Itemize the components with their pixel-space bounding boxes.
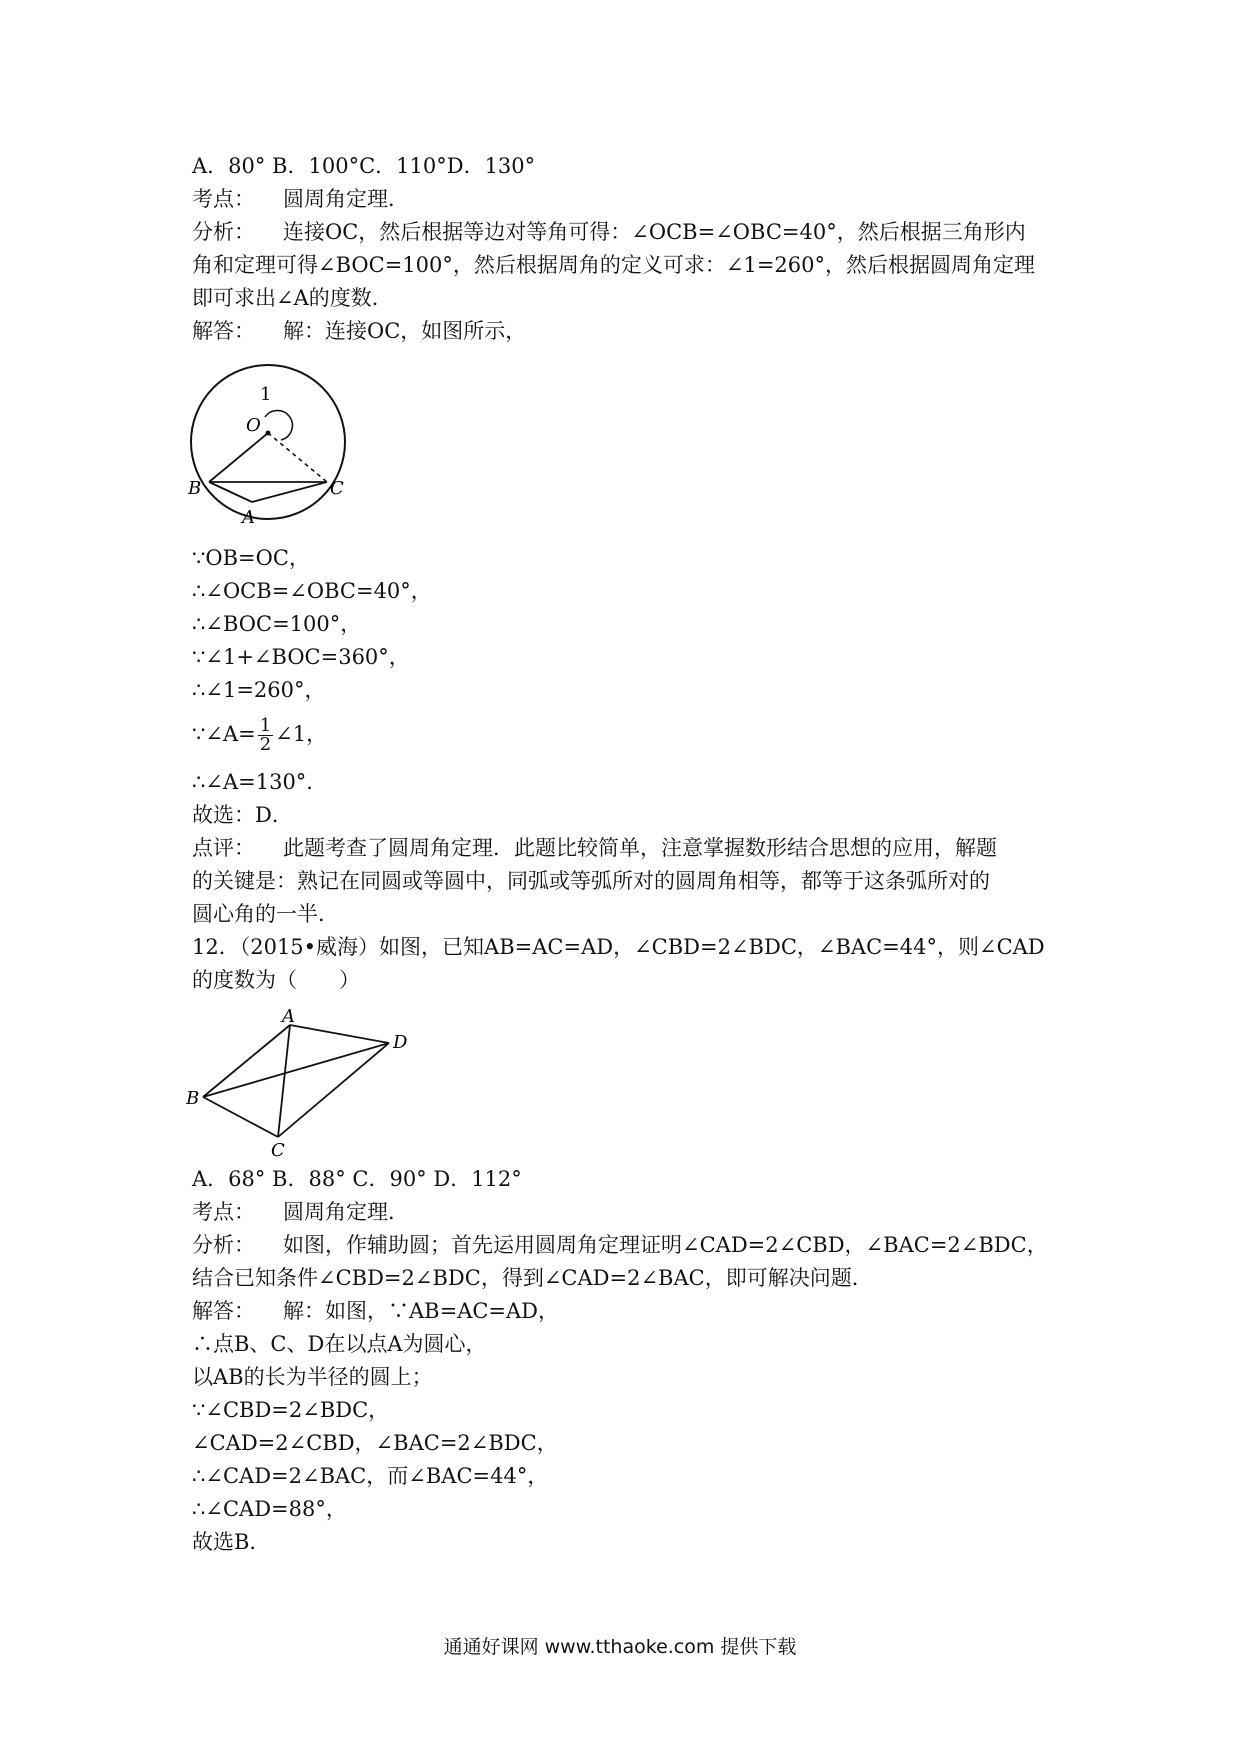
q12-kaodian-text: 圆周角定理． <box>283 1200 409 1224</box>
q12-quad-figure <box>186 1005 416 1160</box>
label-o: O <box>246 415 261 436</box>
segment-cd <box>278 1043 389 1137</box>
segment-ad <box>290 1025 389 1043</box>
q12-kaodian-label: 考点： <box>192 1200 255 1224</box>
q12-jieda-text: 解：如图，∵AB=AC=AD， <box>283 1299 560 1323</box>
q11-circle-svg <box>186 360 356 530</box>
q12-step-1: ∴点B、C、D在以点A为圆心， <box>192 1332 487 1356</box>
segment-ac <box>252 482 327 502</box>
q11-fenxi-line3: 即可求出∠A的度数． <box>192 286 393 310</box>
q11-kaodian-label: 考点： <box>192 187 255 211</box>
q12-quad-svg <box>186 1005 416 1160</box>
fraction-numerator: 1 <box>259 715 272 736</box>
q11-fenxi-line2: 角和定理可得∠BOC=100°，然后根据周角的定义可求：∠1=260°，然后根据圆周角定理 <box>192 253 1036 277</box>
q11-fenxi-line1: 连接OC，然后根据等边对等角可得：∠OCB=∠OBC=40°，然后根据三角形内 <box>283 220 1026 244</box>
q12-step-2: 以AB的长为半径的圆上； <box>192 1365 433 1389</box>
q12-stem-line1: 12．（2015•威海）如图，已知AB=AC=AD，∠CBD=2∠BDC，∠BAC=44°，则∠CAD <box>192 935 1045 959</box>
frac-prefix: ∵∠A= <box>192 722 256 746</box>
q12-step-6: ∴∠CAD=88°， <box>192 1497 347 1521</box>
q11-dianping <box>192 832 1072 865</box>
q12-kaodian <box>192 1196 1072 1229</box>
q12-fenxi-line1: 如图，作辅助圆；首先运用圆周角定理证明∠CAD=2∠CBD，∠BAC=2∠BDC， <box>283 1233 1048 1257</box>
label-c: C <box>330 478 344 499</box>
segment-oc-dashed <box>268 433 327 482</box>
q11-fraction-step <box>192 712 1072 756</box>
q11-step-5: ∴∠1=260°， <box>192 678 326 702</box>
fraction-denominator: 2 <box>259 734 272 755</box>
q11-step-4: ∵∠1+∠BOC=360°， <box>192 645 410 669</box>
q12-fenxi-line2: 结合已知条件∠CBD=2∠BDC，得到∠CAD=2∠BAC，即可解决问题． <box>192 1266 873 1290</box>
segment-ab <box>203 1025 290 1097</box>
q11-options: A．80° B．100°C．110°D．130° <box>192 154 536 178</box>
q11-dianping-line3: 圆心角的一半． <box>192 902 339 926</box>
q12-step-4: ∠CAD=2∠CBD，∠BAC=2∠BDC， <box>192 1431 558 1455</box>
q11-fenxi-1 <box>192 216 1072 249</box>
q12-jieda <box>192 1295 1072 1328</box>
q11-step-2: ∴∠OCB=∠OBC=40°， <box>192 579 432 603</box>
q11-fenxi-label: 分析： <box>192 220 255 244</box>
angle-1-arc <box>265 410 292 440</box>
label-1: 1 <box>260 384 272 405</box>
q11-circle-figure <box>186 360 356 530</box>
label-c: C <box>271 1140 285 1160</box>
q11-kaodian <box>192 183 1072 216</box>
point-o <box>266 431 271 436</box>
footer-source: 通通好课网 www.tthaoke.com 提供下载 <box>443 1636 797 1658</box>
label-a: A <box>242 507 255 528</box>
q11-kaodian-text: 圆周角定理． <box>283 187 409 211</box>
q12-step-5: ∴∠CAD=2∠BAC，而∠BAC=44°， <box>192 1464 549 1488</box>
q12-stem-line2: 的度数为（ ） <box>192 968 360 992</box>
frac-suffix: ∠1， <box>275 722 328 746</box>
q11-jieda <box>192 315 1072 348</box>
q12-step-3: ∵∠CBD=2∠BDC， <box>192 1398 390 1422</box>
q11-dianping-label: 点评： <box>192 836 255 860</box>
segment-bd <box>203 1043 389 1097</box>
q12-step-7: 故选B． <box>192 1530 271 1554</box>
q11-jieda-text: 解：连接OC，如图所示， <box>283 319 527 343</box>
label-b: B <box>186 1088 200 1109</box>
segment-ac <box>278 1025 290 1137</box>
q11-step-3: ∴∠BOC=100°， <box>192 612 362 636</box>
q11-step-1: ∵OB=OC， <box>192 546 310 570</box>
q11-result: ∴∠A=130°． <box>192 770 328 794</box>
q12-jieda-label: 解答： <box>192 1299 255 1323</box>
q11-dianping-line1: 此题考查了圆周角定理．此题比较简单，注意掌握数形结合思想的应用，解题 <box>283 836 997 860</box>
q11-jieda-label: 解答： <box>192 319 255 343</box>
q11-dianping-line2: 的关键是：熟记在同圆或等圆中，同弧或等弧所对的圆周角相等，都等于这条弧所对的 <box>192 869 990 893</box>
label-d: D <box>393 1032 408 1053</box>
q12-options: A．68° B．88° C．90° D．112° <box>192 1167 522 1191</box>
segment-bc <box>203 1097 278 1137</box>
q12-fenxi-label: 分析： <box>192 1233 255 1257</box>
q12-fenxi <box>192 1229 1072 1262</box>
segment-ob <box>209 433 268 482</box>
q11-choice: 故选：D． <box>192 803 293 827</box>
label-b: B <box>188 478 202 499</box>
label-a: A <box>282 1006 295 1027</box>
fraction-one-half <box>258 717 273 754</box>
